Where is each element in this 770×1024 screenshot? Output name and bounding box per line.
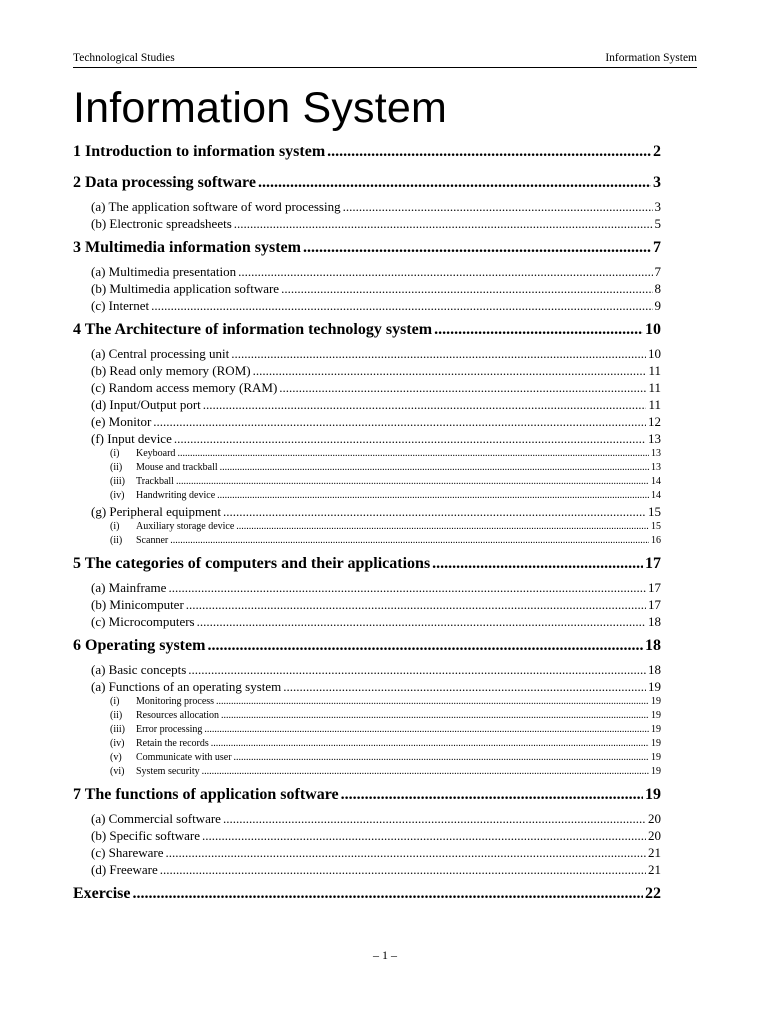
toc-section-label: 2 Data processing software — [73, 174, 256, 191]
toc-subsection-entry[interactable] — [73, 430, 661, 447]
toc-page-number: 3 — [653, 174, 661, 191]
toc-subsection-label: (d) Input/Output port — [91, 397, 201, 412]
toc-page-number: 10 — [648, 346, 661, 361]
toc-page-number: 13 — [651, 448, 661, 459]
dot-leader — [432, 553, 643, 575]
toc-page-number: 20 — [648, 828, 661, 843]
toc-subsection-label: (a) Central processing unit — [91, 346, 230, 361]
toc-page-number: 9 — [654, 298, 661, 313]
dot-leader — [151, 297, 652, 314]
toc-subsection-label: (g) Peripheral equipment — [91, 504, 221, 519]
toc-section-entry[interactable] — [73, 141, 661, 167]
dot-leader — [207, 635, 643, 657]
toc-page-number: 3 — [654, 199, 661, 214]
toc-subitem-entry[interactable] — [73, 709, 661, 723]
toc-page-number: 19 — [651, 752, 661, 763]
toc-page-number: 19 — [651, 696, 661, 707]
toc-subitem-text — [110, 520, 234, 534]
dot-leader — [168, 579, 646, 596]
dot-leader — [303, 237, 651, 259]
toc-subitem-entry[interactable] — [73, 447, 661, 461]
dot-leader — [177, 447, 649, 461]
toc-subsection-entry[interactable] — [73, 280, 661, 297]
toc-subsection-label: (b) Specific software — [91, 828, 201, 843]
toc-subitem-text — [110, 723, 202, 737]
toc-page-number: 8 — [654, 281, 661, 296]
toc-page-number: 19 — [648, 679, 661, 694]
toc-subitem-number: (i) — [110, 521, 120, 532]
toc-subitem-label: Trackball — [136, 476, 174, 487]
toc-subitem-number: (iv) — [110, 738, 125, 749]
dot-leader — [253, 362, 647, 379]
toc-subitem-number: (vi) — [110, 766, 125, 777]
toc-subsection-entry[interactable] — [73, 396, 661, 413]
dot-leader — [166, 844, 646, 861]
toc-subitem-entry[interactable] — [73, 534, 661, 548]
toc-subsection-label: (e) Monitor — [91, 414, 152, 429]
toc-page-number: 15 — [648, 504, 661, 519]
toc-page-number: 21 — [648, 862, 661, 877]
dot-leader — [234, 215, 653, 232]
toc-page-number: 2 — [653, 143, 661, 160]
toc-subsection-label: (c) Microcomputers — [91, 614, 195, 629]
toc-page-number: 17 — [648, 580, 661, 595]
toc-subitem-number: (i) — [110, 696, 120, 707]
toc-subsection-entry[interactable] — [73, 678, 661, 695]
toc-section-entry[interactable] — [73, 883, 661, 909]
toc-subitem-label: System security — [136, 766, 200, 777]
toc-page-number: 15 — [651, 521, 661, 532]
toc-page-number: 17 — [648, 597, 661, 612]
toc-subitem-number: (iv) — [110, 490, 125, 501]
dot-leader — [160, 861, 646, 878]
toc-subitem-text — [110, 461, 218, 475]
toc-page-number: 19 — [651, 738, 661, 749]
dot-leader — [203, 396, 647, 413]
toc-subsection-entry[interactable] — [73, 345, 661, 362]
dot-leader — [223, 810, 646, 827]
toc-page-number: 14 — [651, 490, 661, 501]
toc-subitem-text — [110, 475, 174, 489]
toc-subsection-label: (a) Commercial software — [91, 811, 221, 826]
toc-subsection-label: (a) The application software of word processing — [91, 199, 341, 214]
dot-leader — [234, 751, 649, 765]
toc-subsection-entry[interactable] — [73, 827, 661, 844]
page-number: – 1 – — [373, 948, 397, 962]
dot-leader — [216, 695, 649, 709]
dot-leader — [223, 503, 646, 520]
toc-page-number: 19 — [651, 710, 661, 721]
header-right-text: Information System — [605, 52, 697, 64]
toc-page-number: 13 — [648, 431, 661, 446]
dot-leader — [132, 883, 643, 905]
toc-subsection-entry[interactable] — [73, 362, 661, 379]
toc-subitem-number: (iii) — [110, 724, 125, 735]
toc-subitem-number: (ii) — [110, 710, 123, 721]
toc-page-number: 18 — [648, 662, 661, 677]
toc-section-label: 5 The categories of computers and their applications — [73, 555, 431, 572]
toc-subitem-label: Retain the records — [136, 738, 209, 749]
toc-page-number: 18 — [648, 614, 661, 629]
dot-leader — [343, 198, 653, 215]
dot-leader — [170, 534, 649, 548]
toc-page-number: 17 — [645, 555, 661, 572]
toc-subsection-label: (b) Electronic spreadsheets — [91, 216, 232, 231]
toc-subitem-label: Monitoring process — [136, 696, 215, 707]
toc-subsection-entry[interactable] — [73, 844, 661, 861]
toc-page-number: 19 — [651, 724, 661, 735]
toc-subsection-label: (a) Functions of an operating system — [91, 679, 282, 694]
toc-subsection-entry[interactable] — [73, 413, 661, 430]
toc-subsection-entry[interactable] — [73, 613, 661, 630]
toc-subitem-number: (i) — [110, 448, 120, 459]
toc-page-number: 14 — [651, 476, 661, 487]
toc-subitem-number: (ii) — [110, 462, 123, 473]
toc-page-number: 18 — [645, 637, 661, 654]
toc-section-entry[interactable] — [73, 784, 661, 810]
dot-leader — [221, 709, 649, 723]
toc-subsection-label: (a) Mainframe — [91, 580, 167, 595]
toc-page-number: 11 — [648, 380, 661, 395]
toc-subsection-label: (c) Random access memory (RAM) — [91, 380, 278, 395]
dot-leader — [153, 413, 646, 430]
toc-subitem-entry[interactable] — [73, 489, 661, 503]
dot-leader — [238, 263, 652, 280]
toc-subsection-entry[interactable] — [73, 579, 661, 596]
toc-page-number: 20 — [648, 811, 661, 826]
toc-subitem-label: Keyboard — [136, 448, 176, 459]
toc-subitem-text — [110, 489, 215, 503]
toc-subitem-number: (iii) — [110, 476, 125, 487]
toc-page-number: 11 — [648, 363, 661, 378]
toc-section-entry[interactable] — [73, 553, 661, 579]
toc-subitem-text — [110, 534, 168, 548]
toc-page-number: 22 — [645, 885, 661, 902]
toc-subitem-entry[interactable] — [73, 520, 661, 534]
dot-leader — [197, 613, 646, 630]
toc-subitem-entry[interactable] — [73, 737, 661, 751]
toc-page-number: 7 — [653, 239, 661, 256]
toc-subitem-label: Resources allocation — [136, 710, 220, 721]
toc-subitem-text — [110, 695, 214, 709]
toc-subitem-text — [110, 709, 219, 723]
toc-subitem-label: Error processing — [136, 724, 203, 735]
toc-subitem-number: (ii) — [110, 535, 123, 546]
toc-page-number: 7 — [654, 264, 661, 279]
dot-leader — [231, 345, 646, 362]
dot-leader — [327, 141, 651, 163]
toc-section-entry[interactable] — [73, 319, 661, 345]
toc-subsection-entry[interactable] — [73, 263, 661, 280]
dot-leader — [279, 379, 646, 396]
toc-section-label: Exercise — [73, 885, 131, 902]
toc-subsection-label: (c) Internet — [91, 298, 150, 313]
table-of-contents — [73, 141, 661, 909]
dot-leader — [236, 520, 649, 534]
toc-subsection-entry[interactable] — [73, 661, 661, 678]
toc-subitem-text — [110, 737, 209, 751]
dot-leader — [281, 280, 652, 297]
toc-subsection-label: (c) Shareware — [91, 845, 164, 860]
dot-leader — [174, 430, 646, 447]
dot-leader — [217, 489, 649, 503]
toc-subsection-label: (b) Multimedia application software — [91, 281, 280, 296]
toc-section-label: 7 The functions of application software — [73, 786, 339, 803]
toc-subsection-entry[interactable] — [73, 861, 661, 878]
toc-subitem-label: Mouse and trackball — [136, 462, 218, 473]
dot-leader — [283, 678, 646, 695]
document-title: Information System — [73, 84, 448, 132]
toc-subsection-label: (d) Freeware — [91, 862, 158, 877]
toc-subsection-label: (b) Minicomputer — [91, 597, 184, 612]
toc-section-label: 3 Multimedia information system — [73, 239, 301, 256]
dot-leader — [341, 784, 643, 806]
dot-leader — [188, 661, 646, 678]
toc-page-number: 12 — [648, 414, 661, 429]
toc-subsection-entry[interactable] — [73, 596, 661, 613]
toc-section-entry[interactable] — [73, 635, 661, 661]
toc-subitem-entry[interactable] — [73, 461, 661, 475]
dot-leader — [434, 319, 643, 341]
dot-leader — [204, 723, 649, 737]
header-left-text: Technological Studies — [73, 52, 175, 64]
toc-subitem-text — [110, 751, 232, 765]
toc-subitem-entry[interactable] — [73, 695, 661, 709]
toc-subsection-label: (f) Input device — [91, 431, 172, 446]
toc-subsection-entry[interactable] — [73, 503, 661, 520]
toc-section-label: 6 Operating system — [73, 637, 206, 654]
toc-page-number: 11 — [648, 397, 661, 412]
toc-section-entry[interactable] — [73, 237, 661, 263]
toc-subitem-text — [110, 765, 200, 779]
toc-page-number: 19 — [651, 766, 661, 777]
toc-subsection-entry[interactable] — [73, 379, 661, 396]
toc-subsection-label: (a) Multimedia presentation — [91, 264, 237, 279]
toc-subitem-entry[interactable] — [73, 751, 661, 765]
toc-subsection-entry[interactable] — [73, 810, 661, 827]
toc-section-label: 4 The Architecture of information technology system — [73, 321, 433, 338]
toc-subitem-entry[interactable] — [73, 723, 661, 737]
toc-subsection-label: (a) Basic concepts — [91, 662, 187, 677]
toc-subitem-entry[interactable] — [73, 765, 661, 779]
toc-subitem-label: Auxiliary storage device — [136, 521, 235, 532]
toc-subitem-entry[interactable] — [73, 475, 661, 489]
dot-leader — [202, 827, 646, 844]
toc-page-number: 19 — [645, 786, 661, 803]
running-header — [73, 51, 697, 68]
toc-section-label: 1 Introduction to information system — [73, 143, 326, 160]
toc-subitem-label: Scanner — [136, 535, 169, 546]
dot-leader — [176, 475, 649, 489]
toc-subitem-label: Handwriting device — [136, 490, 216, 501]
toc-subsection-entry[interactable] — [73, 297, 661, 314]
dot-leader — [258, 172, 651, 194]
dot-leader — [186, 596, 646, 613]
toc-subitem-number: (v) — [110, 752, 122, 763]
toc-page-number: 13 — [651, 462, 661, 473]
toc-page-number: 16 — [651, 535, 661, 546]
toc-page-number: 10 — [645, 321, 661, 338]
toc-subitem-label: Communicate with user — [136, 752, 232, 763]
toc-page-number: 21 — [648, 845, 661, 860]
dot-leader — [202, 765, 649, 779]
toc-subitem-text — [110, 447, 175, 461]
dot-leader — [220, 461, 649, 475]
toc-subsection-label: (b) Read only memory (ROM) — [91, 363, 251, 378]
toc-page-number: 5 — [654, 216, 661, 231]
dot-leader — [211, 737, 649, 751]
toc-subsection-entry[interactable] — [73, 198, 661, 215]
toc-section-entry[interactable] — [73, 172, 661, 198]
toc-subsection-entry[interactable] — [73, 215, 661, 232]
